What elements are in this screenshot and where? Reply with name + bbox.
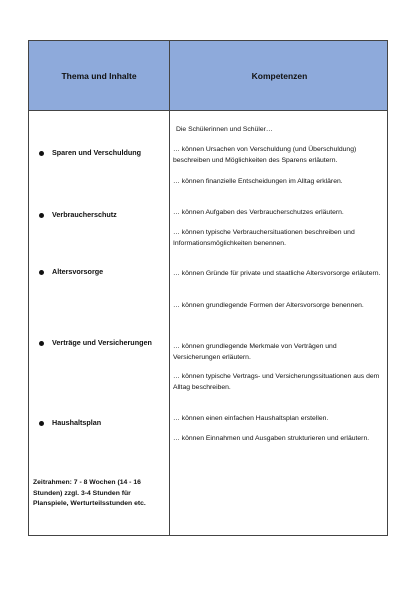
competency-item: … können Einnahmen und Ausgaben strukturieren und erläutern. (173, 435, 370, 442)
competency-item: … können finanzielle Entscheidungen im Alltag erklären. (173, 178, 343, 185)
header-topics: Thema und Inhalte (61, 71, 137, 81)
topic-label: Verbraucherschutz (52, 210, 117, 219)
competency-item: … können einen einfachen Haushaltsplan erstellen. (173, 415, 329, 422)
competency-item: … können grundlegende Formen der Altersvorsorge benennen. (173, 302, 364, 309)
bullet-icon (39, 213, 44, 218)
topic-label: Verträge und Versicherungen (52, 338, 152, 347)
bullet-icon (39, 270, 44, 275)
bullet-icon (39, 151, 44, 156)
topic-label: Altersvorsorge (52, 267, 104, 276)
competency-item: … können Aufgaben des Verbraucherschutzes erläutern. (173, 209, 344, 216)
bullet-icon (39, 421, 44, 426)
competency-item: … können typische Vertrags- und Versicherungssituationen aus dem Alltag beschreiben. (173, 373, 380, 391)
topic-label: Sparen und Verschuldung (52, 148, 142, 157)
competency-item: … können Gründe für private und staatliche Altersvorsorge erläutern. (173, 270, 381, 277)
competency-item: … können grundlegende Merkmale von Verträgen und Versicherungen erläutern. (173, 343, 337, 361)
time-frame-note: Zeitrahmen: 7 - 8 Wochen (14 - 16 Stunden) zzgl. 3-4 Stunden für Planspiele, Werturteilsstunden etc. (33, 479, 146, 507)
intro-text: Die Schülerinnen und Schüler… (176, 126, 273, 133)
table-header (29, 41, 387, 111)
column-divider (169, 41, 170, 535)
competency-item: … können typische Verbrauchersituationen beschreiben und Informationsmöglichkeiten benennen. (173, 229, 355, 247)
header-competencies: Kompetenzen (251, 71, 308, 81)
topic-label: Haushaltsplan (52, 418, 102, 427)
curriculum-table (28, 40, 388, 536)
bullet-icon (39, 341, 44, 346)
competency-item: … können Ursachen von Verschuldung (und Überschuldung) beschreiben und Möglichkeiten des Sparens erläutern. (173, 146, 357, 164)
